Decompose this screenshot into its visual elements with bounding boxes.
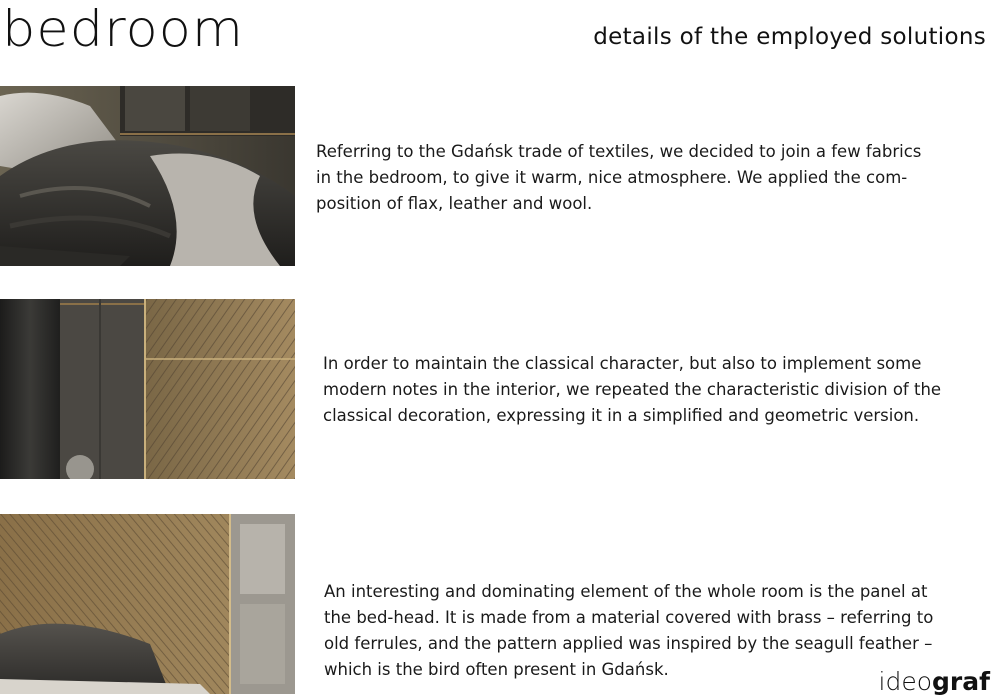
logo-bold-part: graf xyxy=(932,667,990,696)
wall-panel-photo xyxy=(0,299,295,479)
paragraph-line: old ferrules, and the pattern applied was inspired by the seagull feather – xyxy=(324,634,933,653)
headboard-panel-description xyxy=(324,579,933,683)
logo-light-part: ideo xyxy=(878,667,933,696)
paragraph-line: Referring to the Gdańsk trade of textiles, we decided to join a few fabrics xyxy=(316,142,922,161)
paragraph-line: An interesting and dominating element of the whole room is the panel at xyxy=(324,582,928,601)
paragraph-line: classical decoration, expressing it in a simplified and geometric version. xyxy=(323,406,920,425)
paragraph-line: In order to maintain the classical character, but also to implement some xyxy=(323,354,922,373)
page-subtitle: details of the employed solutions xyxy=(593,24,986,50)
paragraph-line: position of flax, leather and wool. xyxy=(316,194,593,213)
page-title: bedroom xyxy=(2,0,245,58)
classical-character-description xyxy=(323,351,941,429)
ideograf-logo xyxy=(879,669,990,694)
bedding-fabrics-photo xyxy=(0,86,295,266)
brass-headboard-photo xyxy=(0,514,295,694)
paragraph-line: which is the bird often present in Gdańsk. xyxy=(324,660,669,679)
paragraph-line: the bed-head. It is made from a material covered with brass – referring to xyxy=(324,608,934,627)
paragraph-line: modern notes in the interior, we repeated the characteristic division of the xyxy=(323,380,942,399)
fabrics-description xyxy=(316,139,921,217)
paragraph-line: in the bedroom, to give it warm, nice atmosphere. We applied the com- xyxy=(316,168,908,187)
